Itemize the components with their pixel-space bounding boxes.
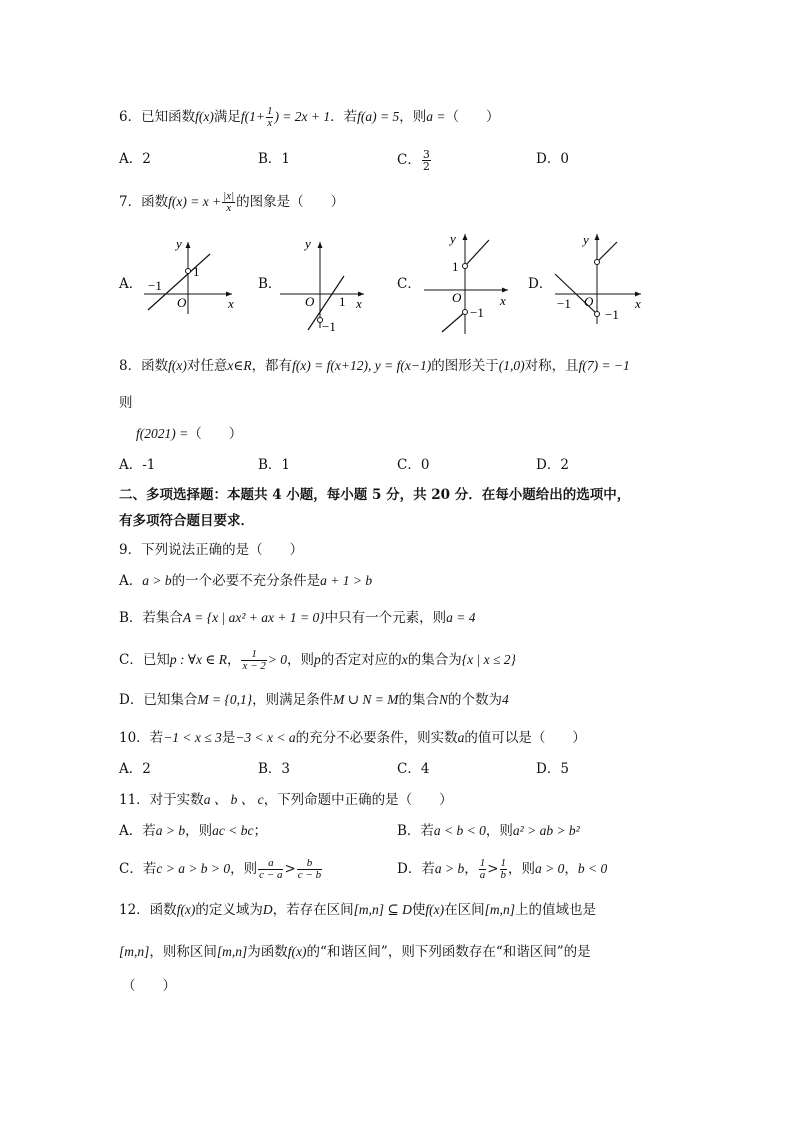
- q6-option-a: A．2: [119, 151, 151, 167]
- q11-option-d: D．若a > b， $\frac{1}{a}$ > $\frac{1}{b}$ ，则a > 0，b < 0: [397, 857, 608, 881]
- q12-line2: [m,n]，则称区间[m,n]为函数f(x)的“和谐区间”，则下列函数存在“和谐区间”的是: [119, 944, 591, 960]
- section-heading: 二、多项选择题：本题共 4 小题，每小题 5 分，共 20 分．在每小题给出的选项中，: [119, 487, 631, 503]
- q12-blank: （ ）: [122, 978, 176, 994]
- tick-label: −1: [322, 319, 336, 332]
- q8-stem: 8．函数f(x)对任意x∈R，都有f(x) = f(x+12), y = f(x−1)的图形关于(1,0)对称，且f(7) = −1: [119, 358, 630, 374]
- q7-label-d: D．: [528, 276, 553, 292]
- origin-label: O: [452, 290, 462, 305]
- tick-label: −1: [605, 307, 619, 322]
- y-label: y: [305, 236, 311, 251]
- q8-line2: 则: [119, 395, 133, 411]
- q8-line3: f(2021) =（ ）: [136, 426, 243, 442]
- q9-option-a: A．a > b的一个必要不充分条件是a + 1 > b: [119, 573, 373, 589]
- q7-graph-a: [140, 236, 240, 318]
- y-axis-arrow: [463, 234, 468, 240]
- q10-option-c: C．4: [397, 761, 430, 777]
- q11-option-b: B．若a < b < 0，则a² > ab > b²: [397, 823, 580, 839]
- q11-stem: 11．对于实数a 、 b 、 c，下列命题中正确的是（ ）: [119, 792, 453, 808]
- q11-option-a: A．若a > b，则ac < bc；: [119, 823, 267, 839]
- open-point: [186, 269, 191, 274]
- q10-stem: 10．若−1 < x ≤ 3是−3 < x < a的充分不必要条件，则实数a的值可以是（ ）: [119, 730, 586, 746]
- q6-stem: 6．已知函数f(x)满足f(1+ $\frac{1}{x}$ ) = 2x + 1．若f(a) = 5，则a =（ ）: [119, 105, 500, 129]
- q8-option-a: A．-1: [119, 457, 156, 473]
- function-line-right: [465, 240, 489, 266]
- q10-option-a: A．2: [119, 761, 151, 777]
- q8-option-c: C．0: [397, 457, 430, 473]
- q9-option-d: D．已知集合M = {0,1}，则满足条件M ∪ N = M的集合N的个数为4: [119, 692, 509, 708]
- tick-label: −1: [148, 278, 162, 293]
- section-heading-cont: 有多项符合题目要求．: [119, 513, 254, 529]
- y-axis-arrow: [318, 242, 323, 248]
- open-point: [463, 310, 468, 315]
- function-line-left: [442, 312, 465, 332]
- x-label: x: [500, 293, 506, 308]
- q9-option-c: C．已知p : ∀x ∈ R， $\frac{1}{x - 2}$ > 0，则p的否定对应的x的集合为{x | x ≤ 2}: [119, 648, 516, 672]
- tick-label: 1: [193, 264, 200, 279]
- x-label: x: [228, 296, 234, 311]
- y-axis-arrow: [595, 234, 600, 240]
- q6-fraction: $\frac{1}{x}$: [266, 105, 273, 129]
- open-point: [463, 264, 468, 269]
- origin-label: O: [177, 295, 187, 310]
- q7-graph-c: [422, 228, 522, 338]
- origin-label: O: [584, 294, 594, 309]
- y-label: y: [450, 231, 456, 246]
- y-axis-arrow: [186, 242, 191, 248]
- tick-label: −1: [470, 305, 484, 320]
- q8-option-b: B．1: [258, 457, 291, 473]
- q7-label-a: A．: [119, 276, 143, 292]
- q7-graph-b: [278, 236, 378, 332]
- x-label: x: [356, 296, 362, 311]
- origin-label: O: [305, 294, 315, 309]
- q6-option-b: B．1: [258, 151, 291, 167]
- tick-label: −1: [557, 296, 571, 311]
- q7-fraction: $\frac{|x|}{x}$: [223, 190, 235, 214]
- q7-label-c: C．: [397, 276, 421, 292]
- x-axis-arrow: [502, 288, 508, 293]
- q10-option-b: B．3: [258, 761, 291, 777]
- q8-option-d: D．2: [536, 457, 569, 473]
- open-point: [595, 312, 600, 317]
- q10-option-d: D．5: [536, 761, 569, 777]
- q11-option-c: C．若c > a > b > 0，则 $\frac{a}{c - a}$ > $\frac{b}{c - b}$: [119, 857, 322, 881]
- function-line-right: [597, 242, 617, 262]
- q7-graph-d: [553, 228, 653, 328]
- open-point: [595, 260, 600, 265]
- q7-stem: 7．函数f(x) = x + $\frac{|x|}{x}$ 的图象是（ ）: [119, 190, 345, 214]
- tick-label: 1: [339, 294, 346, 309]
- q6-option-c: C． $\frac{3}{2}$: [397, 148, 430, 173]
- q12-stem: 12．函数f(x)的定义域为D，若存在区间[m,n] ⊆ D使f(x)在区间[m,n]上的值域也是: [119, 902, 596, 918]
- y-label: y: [583, 232, 589, 247]
- y-label: y: [176, 236, 182, 251]
- q9-stem: 9．下列说法正确的是（ ）: [119, 542, 304, 558]
- q9-option-b: B．若集合A = {x | ax² + ax + 1 = 0}中只有一个元素，则a = 4: [119, 610, 476, 626]
- tick-label: 1: [452, 259, 459, 274]
- q7-label-b: B．: [258, 276, 282, 292]
- x-label: x: [635, 296, 641, 311]
- q6-option-d: D．0: [536, 151, 569, 167]
